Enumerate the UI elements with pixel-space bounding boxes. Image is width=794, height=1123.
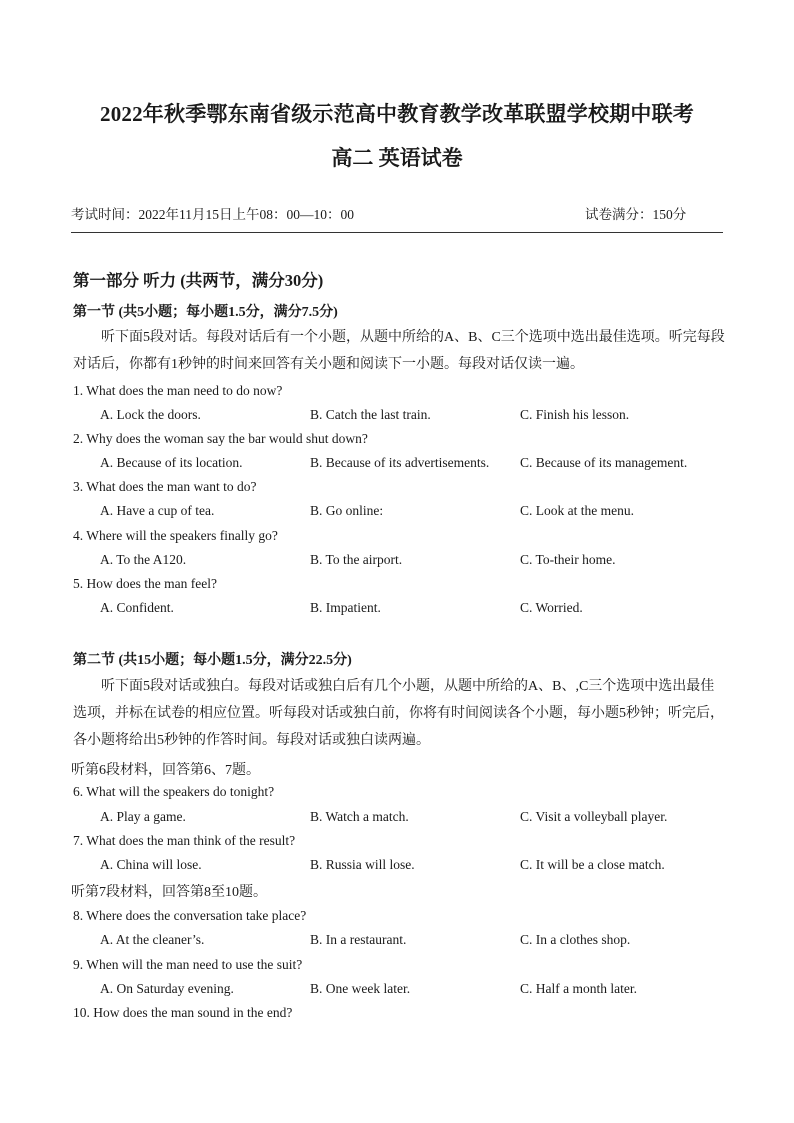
q3-option-b: B. Go online:	[310, 503, 384, 518]
q1-option-b: B. Catch the last train.	[310, 407, 431, 422]
q7-option-a: A. China will lose.	[100, 857, 202, 872]
section2-instructions-line: 各小题将给出5秒钟的作答时间。每段对话或独白读两遍。	[73, 733, 430, 748]
q3-option-a: A. Have a cup of tea.	[100, 503, 215, 518]
section1-instructions-line: 对话后，你都有1秒钟的时间来回答有关小题和阅读下一小题。每段对话仅读一遍。	[73, 357, 584, 372]
q9-option-c: C. Half a month later.	[520, 981, 637, 996]
q6-option-b: B. Watch a match.	[310, 809, 409, 824]
section2-instructions-line: 选项，并标在试卷的相应位置。听每段对话或独白前，你将有时间阅读各个小题，每小题5秒钟；听完后，	[73, 706, 724, 721]
q6-option-c: C. Visit a volleyball player.	[520, 809, 668, 824]
q2-option-c: C. Because of its management.	[520, 455, 688, 470]
q2-option-a: A. Because of its location.	[100, 455, 243, 470]
q5-option-b: B. Impatient.	[310, 600, 381, 615]
q9-option-b: B. One week later.	[310, 981, 411, 996]
material-6-note: 听第6段材料，回答第6、7题。	[71, 763, 260, 778]
header-divider	[71, 232, 723, 233]
q4-option-a: A. To the A120.	[100, 552, 187, 567]
question-1: 1. What does the man need to do now?	[73, 383, 283, 398]
section2-instructions	[73, 673, 733, 754]
full-score: 试卷满分：150分	[585, 207, 687, 222]
section1-instructions	[73, 324, 733, 378]
section2-title: 第二节 (共15小题；每小题1.5分，满分22.5分)	[73, 653, 352, 668]
q7-option-c: C. It will be a close match.	[520, 857, 665, 872]
q4-option-c: C. To-their home.	[520, 552, 616, 567]
exam-subtitle: 高二 英语试卷	[331, 146, 463, 170]
question-9: 9. When will the man need to use the suit?	[73, 957, 303, 972]
q4-option-b: B. To the airport.	[310, 552, 403, 567]
question-2: 2. Why does the woman say the bar would shut down?	[73, 431, 368, 446]
section1-instructions-line: 听下面5段对话。每段对话后有一个小题，从题中所给的A、B、C三个选项中选出最佳选项。听完每段	[101, 330, 725, 345]
q1-option-c: C. Finish his lesson.	[520, 407, 630, 422]
q2-option-b: B. Because of its advertisements.	[310, 455, 490, 470]
q8-option-b: B. In a restaurant.	[310, 932, 407, 947]
q3-option-c: C. Look at the menu.	[520, 503, 634, 518]
exam-time: 考试时间：2022年11月15日上午08：00—10：00	[71, 207, 354, 222]
question-6: 6. What will the speakers do tonight?	[73, 784, 275, 799]
question-8: 8. Where does the conversation take place?	[73, 908, 307, 923]
q6-option-a: A. Play a game.	[100, 809, 186, 824]
question-7: 7. What does the man think of the result?	[73, 833, 296, 848]
question-5: 5. How does the man feel?	[73, 576, 217, 591]
q8-option-c: C. In a clothes shop.	[520, 932, 631, 947]
section1-title: 第一节 (共5小题；每小题1.5分，满分7.5分)	[73, 305, 338, 320]
question-3: 3. What does the man want to do?	[73, 479, 257, 494]
q1-option-a: A. Lock the doors.	[100, 407, 201, 422]
q8-option-a: A. At the cleaner’s.	[100, 932, 205, 947]
q9-option-a: A. On Saturday evening.	[100, 981, 234, 996]
q5-option-c: C. Worried.	[520, 600, 583, 615]
part1-title: 第一部分 听力 (共两节，满分30分)	[73, 271, 324, 290]
section2-instructions-line: 听下面5段对话或独白。每段对话或独白后有几个小题，从题中所给的A、B、,C三个选项中选出最佳	[101, 679, 715, 694]
exam-title: 2022年秋季鄂东南省级示范高中教育教学改革联盟学校期中联考	[100, 102, 694, 126]
question-4: 4. Where will the speakers finally go?	[73, 528, 278, 543]
q7-option-b: B. Russia will lose.	[310, 857, 415, 872]
question-10: 10. How does the man sound in the end?	[73, 1005, 293, 1020]
q5-option-a: A. Confident.	[100, 600, 174, 615]
material-7-note: 听第7段材料，回答第8至10题。	[71, 885, 267, 900]
